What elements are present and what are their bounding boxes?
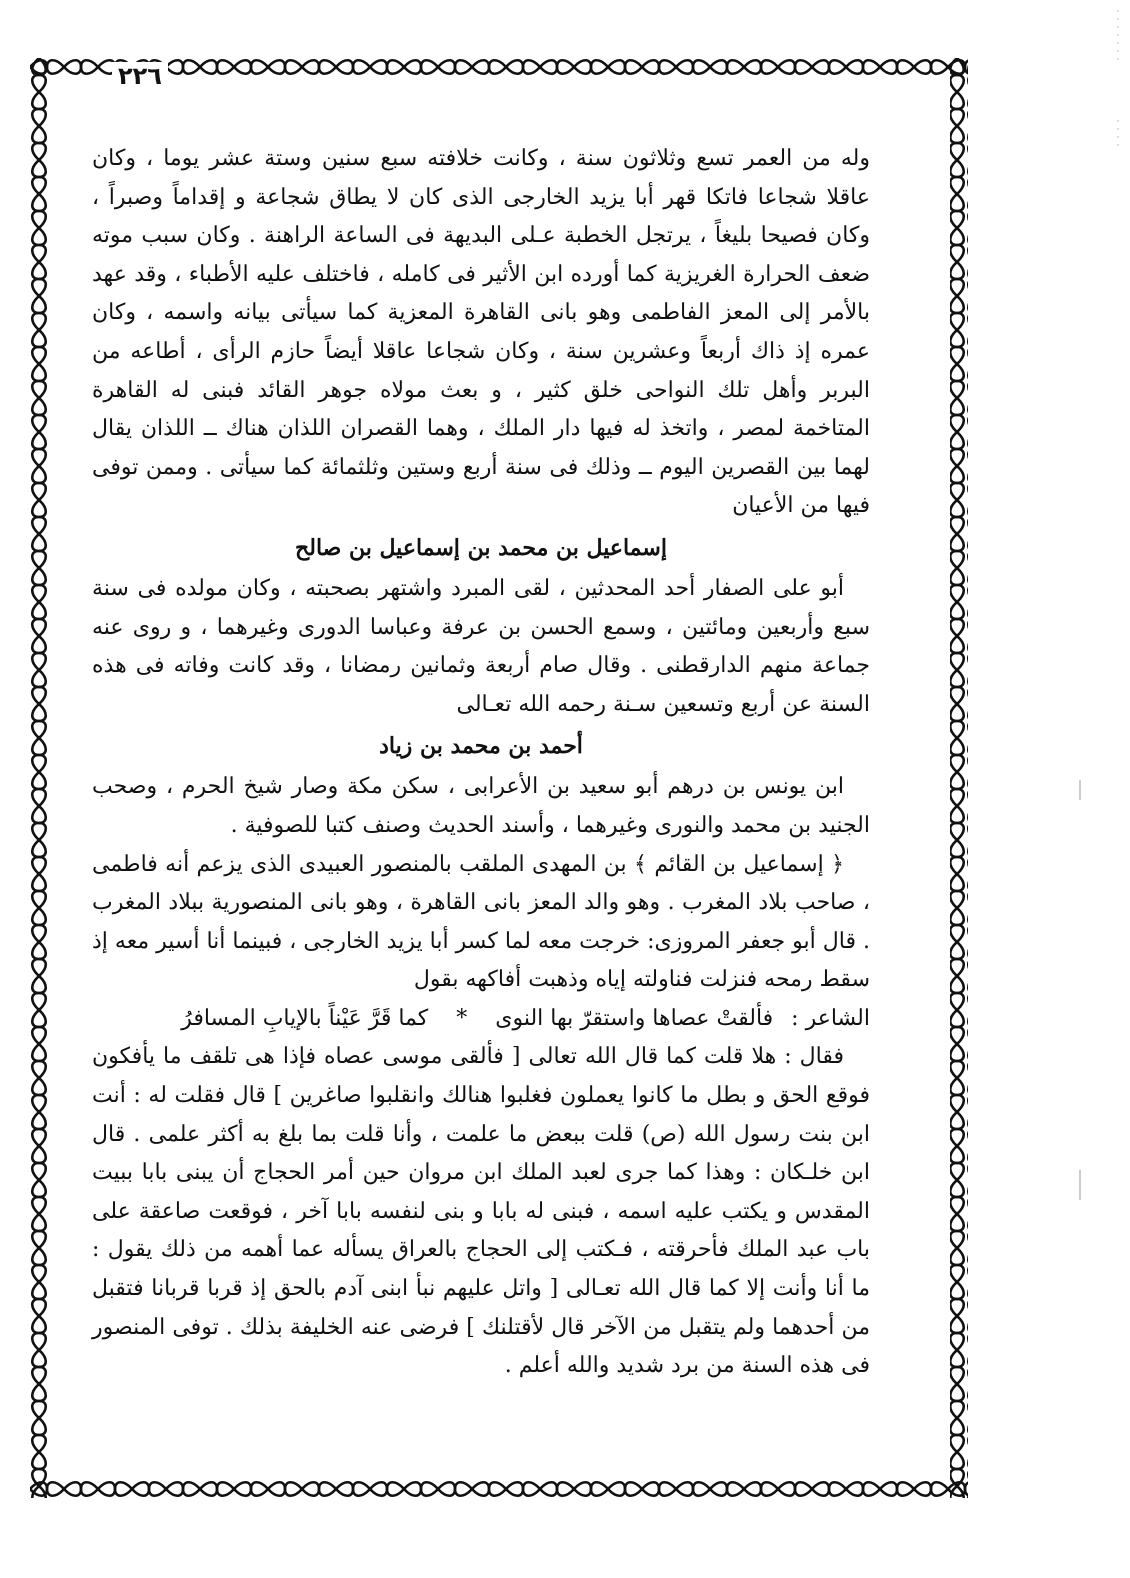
paragraph-5: فقال : هلا قلت كما قال الله تعالى [ فألقى موسى عصاه فإذا هى تلقف ما يأفكون فوقع الحق و بطل ما كانوا يعملون فغلبوا هنالك وانقلبوا صاغرين ] قال فقلت له : أنت ابن بنت رسول الله (ص) قلت ببعض ما علمت ، وأنا قلت بما بلغ به أكثر علمى . قال ابن خلـكان : وهذا كما جرى لعبد الملك ابن مروان حين أمر الحجاج أن يبنى بابا ببيت المقدس و يكتب عليه اسمه ، فبنى له بابا و بنى لنفسه بابا آخر ، فوقعت صاعقة على باب عبد الملك فأحرقته ، فـكتب إلى الحجاج بالعراق يسأله عما أهمه من ذلك يقول : ما أنا وأنت إلا كما قال الله تعـالى [ واتل عليهم نبأ ابنى آدم بالحق إذ قربا قربانا فتقبل من أحدهما ولم يتقبل من الآخر قال لأقتلنك ] فرضى عنه الخليفة بذلك . توفى المنصور فى هذه السنة من برد شديد والله أعلم .: [92, 1044, 870, 1379]
section-heading-2: أحمد بن محمد بن زياد: [379, 733, 583, 760]
paragraph-2: أبو على الصفار أحد المحدثين ، لقى المبرد واشتهر بصحبته ، وكان مولده فى سنة سبع وأربعين ومائتين ، وسمع الحسن بن عرفة وعباسا الدورى وغيرهما ، و روى عنه جماعة منهم الدارقطنى . وقال صام أربعة وثمانين رمضانا ، وقد كانت وفاته فى هذه السنة عن أربع وتسعين سـنة رحمه الله تعـالى: [92, 575, 870, 717]
verse-second-half: كما قَرَّ عَيْناً بالإيابِ المسافرُ: [181, 1005, 429, 1031]
paragraph-1: وله من العمر تسع وثلاثون سنة ، وكانت خلافته سبع سنين وستة عشر يوما ، وكان عاقلا شجاعا فاتكا قهر أبا يزيد الخارجى الذى كان لا يطاق شجاعة و إقداماً وصبراً ، وكان فصيحا بليغاً ، يرتجل الخطبة عـلى البديهة فى الساعة الراهنة . وكان سبب موته ضعف الحرارة الغريزية كما أورده ابن الأثير فى كامله ، فاختلف عليه الأطباء ، وقد عهد بالأمر إلى المعز الفاطمى وهو بانى القاهرة المعزية كما سيأتى بيانه واسمه ، وكان عمره إذ ذاك أربعاً وعشرين سنة ، وكان شجاعا عاقلا أيضاً حازم الرأى ، أطاعه من البربر وأهل تلك النواحى خلق كثير ، و بعث مولاه جوهر القائد فبنى له القاهرة المتاخمة لمصر ، واتخذ له فيها دار الملك ، وهما القصران اللذان هناك ــ اللذان يقال لهما بين القصرين اليوم ــ وذلك فى سنة أربع وستين وثلثمائة كما سيأتى . وممن توفى فيها من الأعيان: [92, 146, 870, 519]
paragraph-3: ابن يونس بن درهم أبو سعيد بن الأعرابى ، سكن مكة وصار شيخ الحرم ، وصحب الجنيد بن محمد والنورى وغيرهما ، وأسند الحديث وصنف كتبا للصوفية .: [92, 774, 870, 838]
page-body-text: [92, 140, 870, 1386]
section-heading-1: إسماعيل بن محمد بن إسماعيل بن صالح: [295, 534, 667, 561]
verse-first-half: فألقتْ عصاها واستقرّ بها النوى: [495, 1005, 774, 1031]
paragraph-4: ﴿ إسماعيل بن القائم ﴾ بن المهدى الملقب بالمنصور العبيدى الذى يزعم أنه فاطمى ، صاحب بلاد المغرب . وهو والد المعز بانى القاهرة ، وهو بانى المنصورية ببلاد المغرب . قال أبو جعفر المروزى: خرجت معه لما كسر أبا يزيد الخارجى ، فبينما أنا أسير معه إذ سقط رمحه فنزلت فناولته إياه وذهبت أفاكهه بقول: [92, 851, 870, 993]
page-number: ٢٢٦: [112, 62, 168, 90]
scan-margin-marks: [1070, 0, 1130, 1578]
poetry-verse: [92, 1000, 870, 1039]
verse-intro: الشاعر :: [791, 1005, 870, 1031]
verse-separator: *: [456, 1005, 468, 1031]
